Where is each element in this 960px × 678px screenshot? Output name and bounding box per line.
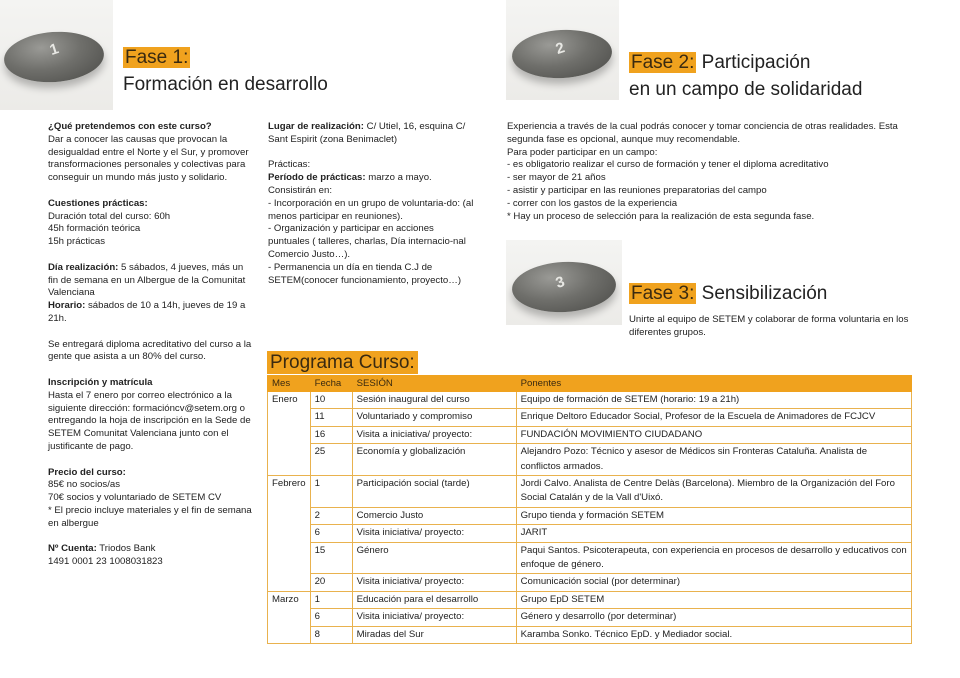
cell-ponentes: Jordi Calvo. Analista de Centre Delàs (Barcelona). Miembro de la Organización del Foro Social Catalán y de la Vall d'Uixó. (516, 476, 911, 508)
stone-number: 2 (553, 39, 567, 58)
cell-fecha: 20 (310, 574, 352, 591)
table-row (268, 609, 912, 626)
table-row (268, 507, 912, 524)
cell-mes: Enero (268, 392, 311, 476)
fase2-title-rest: Participación (701, 52, 811, 73)
fase2-req: - correr con los gastos de la experiencia (507, 197, 678, 209)
price-line: * El precio incluye materiales y el fin de semana en albergue (48, 504, 252, 529)
cell-sesion: Participación social (tarde) (352, 476, 516, 508)
cell-sesion: Visita iniciativa/ proyecto: (352, 574, 516, 591)
cell-ponentes: Karamba Sonko. Técnico EpD. y Mediador social. (516, 626, 911, 643)
table-row (268, 476, 912, 508)
cell-mes: Febrero (268, 476, 311, 592)
cell-sesion: Género (352, 542, 516, 574)
fase3-title-rest: Sensibilización (701, 283, 828, 304)
cell-sesion: Visita iniciativa/ proyecto: (352, 525, 516, 542)
fase2-intro: Experiencia a través de la cual podrás conocer y tomar conciencia de otras realidades. Esta segunda fase es opcional, aunque muy recomendable. (507, 121, 898, 145)
cell-ponentes: Comunicación social (por determinar) (516, 574, 911, 591)
cell-fecha: 2 (310, 507, 352, 524)
cell-ponentes: FUNDACIÓN MOVIMIENTO CIUDADANO (516, 426, 911, 443)
fase1-subtitle: Formación en desarrollo (123, 74, 328, 95)
fase3-title (629, 280, 827, 307)
cell-fecha: 1 (310, 476, 352, 508)
table-row (268, 409, 912, 426)
table-row (268, 542, 912, 574)
cell-ponentes: Enrique Deltoro Educador Social, Profesor de la Escuela de Animadores de FCJCV (516, 409, 911, 426)
cell-sesion: Comercio Justo (352, 507, 516, 524)
cell-fecha: 11 (310, 409, 352, 426)
account-bank: Triodos Bank (96, 543, 156, 555)
location-label: Lugar de realización: (268, 121, 364, 132)
price-line: 85€ no socios/as (48, 479, 120, 491)
inscription-text: Hasta el 7 enero por correo electrónico a la siguiente dirección: formacióncv@setem.org o entregando la hoja de inscripción en la Sede de SETEM Comunitat Valenciana junto con el justificante de pago. (48, 389, 251, 452)
cell-fecha: 16 (310, 426, 352, 443)
practical-title: Cuestiones prácticas: (48, 197, 148, 209)
course-info-column (48, 121, 252, 582)
price-title: Precio del curso: (48, 466, 126, 478)
practice-item: - Organización y participar en acciones puntuales ( talleres, charlas, Día internacio-nal Comercio Justo…). (268, 223, 466, 260)
fase2-req: - es obligatorio realizar el curso de formación y tener el diploma acreditativo (507, 159, 829, 171)
cell-ponentes: Equipo de formación de SETEM (horario: 19 a 21h) (516, 392, 911, 409)
period-text: marzo a mayo. (365, 172, 432, 184)
cell-ponentes: Alejandro Pozo: Técnico y asesor de Médicos sin Fronteras Cataluña. Analista de conflictos armados. (516, 444, 911, 476)
location-text: C/ Utiel, 16, esquina C/ Sant Espirit (zona Benimaclet) (268, 121, 466, 145)
fase1-stone-image (0, 0, 113, 110)
location-column (268, 121, 476, 300)
stone-number: 1 (47, 40, 61, 59)
table-row (268, 444, 912, 476)
account-number: 1491 0001 23 1008031823 (48, 556, 163, 568)
cell-fecha: 1 (310, 591, 352, 608)
practicas-heading: Prácticas: (268, 159, 311, 171)
cell-sesion: Sesión inaugural del curso (352, 392, 516, 409)
fase2-req: - ser mayor de 21 años (507, 172, 606, 184)
practice-item: - Incorporación en un grupo de voluntaria-do: (al menos participar en reuniones). (268, 197, 474, 222)
practical-line: Duración total del curso: 60h (48, 210, 171, 222)
fase3-text: Unirte al equipo de SETEM y colaborar de forma voluntaria en los diferentes grupos. (629, 314, 909, 338)
dia-label: Día realización: (48, 261, 119, 273)
practical-line: 15h prácticas (48, 236, 106, 248)
header-ponentes: Ponentes (516, 376, 911, 392)
cell-sesion: Economía y globalización (352, 444, 516, 476)
table-row (268, 591, 912, 608)
cell-ponentes: Grupo EpD SETEM (516, 591, 911, 608)
table-row (268, 574, 912, 591)
account-label: Nº Cuenta: (48, 543, 97, 555)
program-title: Programa Curso: (267, 351, 418, 374)
fase3-description (629, 314, 919, 340)
table-row (268, 525, 912, 542)
horario-text: sábados de 10 a 14h, jueves de 19 a 21h. (48, 300, 246, 324)
table-row (268, 626, 912, 643)
diploma-text: Se entregará diploma acreditativo del curso a la gente que asista a un 80% del curso. (48, 338, 252, 363)
inscription-title: Inscripción y matrícula (48, 376, 153, 388)
cell-fecha: 10 (310, 392, 352, 409)
horario-label: Horario: (48, 300, 86, 312)
header-sesion: SESIÓN (352, 376, 516, 392)
cell-fecha: 6 (310, 609, 352, 626)
cell-ponentes: JARIT (516, 525, 911, 542)
header-fecha: Fecha (310, 376, 352, 392)
objective-text: Dar a conocer las causas que provocan la desigualdad entre el Norte y el Sur, y promover transformaciones personales y colectivas para conseguir un mundo más justo y solidario. (48, 133, 249, 184)
cell-fecha: 25 (310, 444, 352, 476)
fase3-stone-image (506, 240, 622, 325)
practical-line: 45h formación teórica (48, 223, 141, 235)
fase1-title (123, 44, 328, 98)
cell-ponentes: Paqui Santos. Psicoterapeuta, con experiencia en procesos de desarrollo y educativos con enfoque de género. (516, 542, 911, 574)
cell-fecha: 6 (310, 525, 352, 542)
fase1-highlight: Fase 1: (125, 47, 189, 68)
program-table (267, 375, 912, 644)
practice-item: - Permanencia un día en tienda C.J de SETEM(conocer funcionamiento, proyecto…) (268, 261, 462, 286)
program-header-row (268, 376, 912, 392)
cell-fecha: 15 (310, 542, 352, 574)
fase2-subtitle: en un campo de solidaridad (629, 79, 863, 100)
fase2-req: - asistir y participar en las reuniones preparatorias del campo (507, 184, 767, 196)
cell-sesion: Miradas del Sur (352, 626, 516, 643)
cell-sesion: Educación para el desarrollo (352, 591, 516, 608)
fase2-highlight: Fase 2: (631, 52, 695, 73)
fase2-req: * Hay un proceso de selección para la realización de esta segunda fase. (507, 210, 815, 222)
stone-number: 3 (553, 273, 567, 292)
fase2-stone-image (506, 0, 619, 100)
cell-sesion: Visita a iniciativa/ proyecto: (352, 426, 516, 443)
price-line: 70€ socios y voluntariado de SETEM CV (48, 492, 222, 504)
cell-sesion: Visita iniciativa/ proyecto: (352, 609, 516, 626)
table-row (268, 426, 912, 443)
dia-text: 5 sábados, 4 jueves, más un fin de semana en un Albergue de la Comunitat Valenciana (48, 261, 246, 299)
cell-mes: Marzo (268, 591, 311, 643)
consist-heading: Consistirán en: (268, 184, 332, 196)
objective-title: ¿Qué pretendemos con este curso? (48, 121, 212, 132)
fase2-req-title: Para poder participar en un campo: (507, 146, 658, 158)
cell-ponentes: Género y desarrollo (por determinar) (516, 609, 911, 626)
fase2-title (629, 49, 862, 103)
table-row (268, 392, 912, 409)
cell-fecha: 8 (310, 626, 352, 643)
cell-sesion: Voluntariado y compromiso (352, 409, 516, 426)
fase2-description (507, 121, 927, 223)
cell-ponentes: Grupo tienda y formación SETEM (516, 507, 911, 524)
header-mes: Mes (268, 376, 311, 392)
period-label: Período de prácticas: (268, 172, 366, 184)
fase3-highlight: Fase 3: (631, 283, 695, 304)
